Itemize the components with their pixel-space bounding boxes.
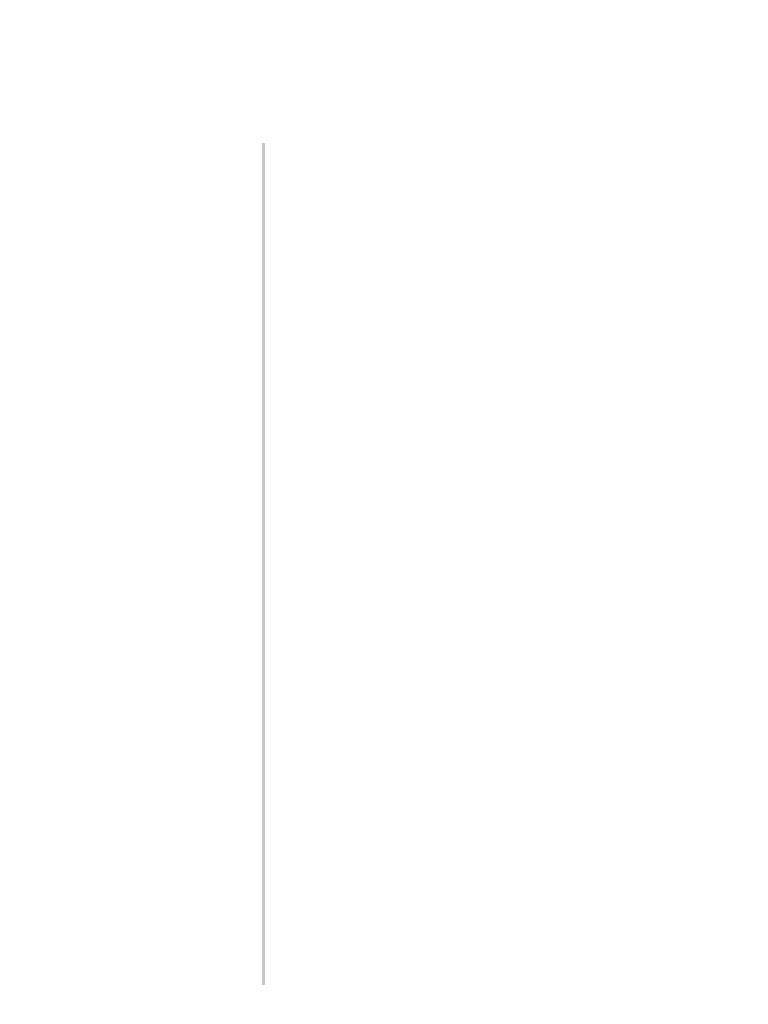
vertical-divider	[262, 143, 265, 985]
